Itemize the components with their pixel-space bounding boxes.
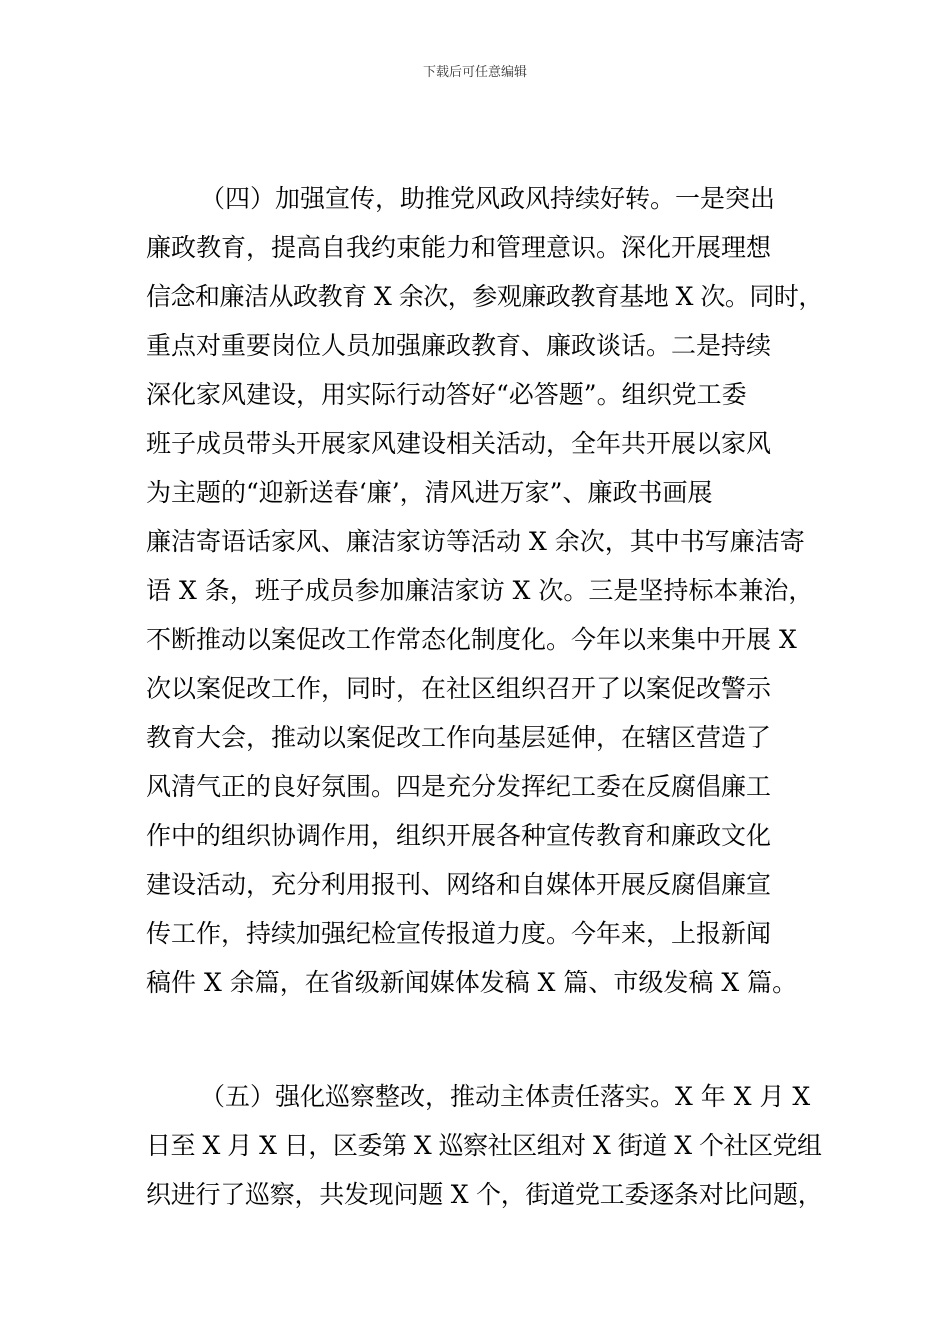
text-line: 廉洁寄语话家风、廉洁家访等活动 X 余次，其中书写廉洁寄: [146, 527, 805, 556]
page-header: 下载后可任意编辑: [422, 65, 527, 80]
text-line: 教育大会，推动以案促改工作向基层延伸，在辖区营造了: [146, 723, 772, 752]
text-line: 为主题的“迎新送春‘廉’，清风进万家”、廉政书画展: [146, 478, 713, 507]
text-line: 深化家风建设，用实际行动答好“必答题”。组织党工委: [146, 380, 747, 409]
text-line: （四）加强宣传，助推党风政风持续好转。一是突出: [200, 184, 776, 213]
text-line: 信念和廉洁从政教育 X 余次，参观廉政教育基地 X 次。同时，: [146, 282, 823, 311]
text-line: 作中的组织协调作用，组织开展各种宣传教育和廉政文化: [146, 821, 772, 850]
text-line: 次以案促改工作，同时，在社区组织召开了以案促改警示: [146, 674, 772, 703]
text-line: 廉政教育，提高自我约束能力和管理意识。深化开展理想: [146, 233, 772, 262]
text-line: 稿件 X 余篇，在省级新闻媒体发稿 X 篇、市级发稿 X 篇。: [146, 968, 798, 997]
text-line: 不断推动以案促改工作常态化制度化。今年以来集中开展 X: [146, 625, 797, 654]
text-line: 传工作，持续加强纪检宣传报道力度。今年来，上报新闻: [146, 919, 772, 948]
paragraph-section-5: [146, 1072, 826, 1219]
text-line: 重点对重要岗位人员加强廉政教育、廉政谈话。二是持续: [146, 331, 772, 360]
text-line: 日至 X 月 X 日，区委第 X 巡察社区组对 X 街道 X 个社区党组: [146, 1131, 822, 1160]
text-line: 风清气正的良好氛围。四是充分发挥纪工委在反腐倡廉工: [146, 772, 772, 801]
text-line: （五）强化巡察整改，推动主体责任落实。X 年 X 月 X: [200, 1082, 811, 1111]
paragraph-section-4: [146, 174, 826, 1007]
text-line: 织进行了巡察，共发现问题 X 个，街道党工委逐条对比问题，: [146, 1180, 823, 1209]
text-line: 建设活动，充分利用报刊、网络和自媒体开展反腐倡廉宣: [146, 870, 772, 899]
text-line: 班子成员带头开展家风建设相关活动，全年共开展以家风: [146, 429, 772, 458]
text-line: 语 X 条，班子成员参加廉洁家访 X 次。三是坚持标本兼治，: [146, 576, 814, 605]
